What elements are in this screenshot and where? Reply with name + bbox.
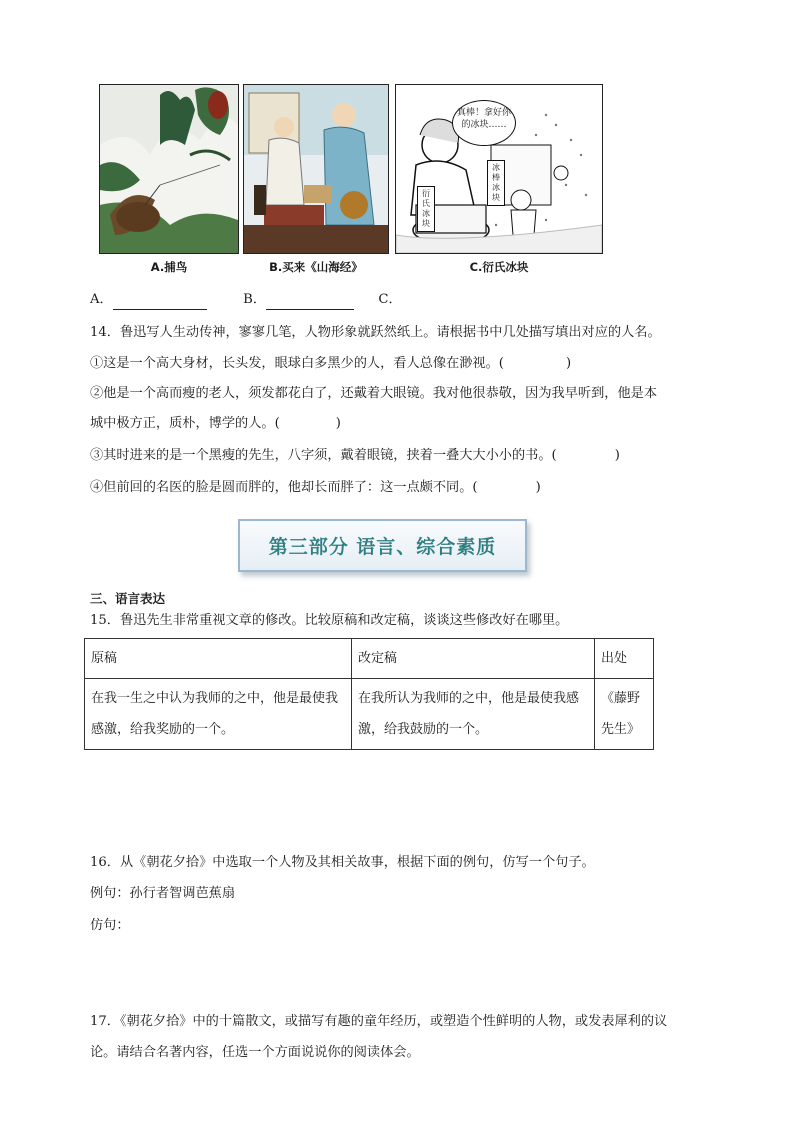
section-title: 三、语言表达 bbox=[90, 591, 166, 606]
revision-comparison-table bbox=[84, 638, 654, 750]
illustration-b-buying-book bbox=[243, 84, 389, 254]
q14-item-1 bbox=[90, 354, 571, 374]
table-header-row bbox=[85, 639, 654, 679]
q14-item-2-line-2 bbox=[90, 414, 341, 434]
q13-label-b: B． bbox=[243, 292, 267, 307]
q14-item-4 bbox=[90, 478, 541, 498]
part-three-banner: 第三部分 语言、综合素质 bbox=[238, 519, 527, 572]
q14-item-1-close: ) bbox=[565, 356, 572, 371]
caption-b: B.买来《山海经》 bbox=[269, 260, 363, 274]
q17-line-1: 17．《朝花夕拾》中的十篇散文，或描写有趣的童年经历，或塑造个性鲜明的人物，或发表犀利的议 bbox=[90, 1014, 668, 1029]
sign-right: 冰棒冰块 bbox=[487, 160, 505, 206]
sign-left: 衍氏冰块 bbox=[417, 186, 435, 232]
header-revised: 改定稿 bbox=[352, 639, 595, 679]
q13-blank-b[interactable] bbox=[266, 295, 354, 310]
q14-item-3-close: ) bbox=[614, 448, 620, 463]
bird-catching-drawing bbox=[100, 85, 238, 253]
q16-example: 例句：孙行者智调芭蕉扇 bbox=[90, 886, 236, 901]
speech-bubble: 真棒！拿好你的冰块…… bbox=[452, 100, 516, 146]
q14-prompt: 14．鲁迅写人生动传神，寥寥几笔，人物形象就跃然纸上。请根据书中几处描写填出对应的人名。 bbox=[90, 325, 661, 340]
q13-answer-line bbox=[90, 290, 402, 310]
cell-revised: 在我所认为我师的之中，他是最使我感激，给我鼓励的一个。 bbox=[352, 679, 595, 750]
illustration-a-catching-birds bbox=[99, 84, 239, 254]
q14-item-4-text: ④但前回的名医的脸是圆而胖的，他却长而胖了：这一点颇不同。( bbox=[90, 480, 478, 495]
cell-original: 在我一生之中认为我师的之中，他是最使我感激，给我奖励的一个。 bbox=[85, 679, 352, 750]
caption-a: A.捕鸟 bbox=[150, 260, 188, 274]
q13-label-a: A． bbox=[90, 292, 113, 307]
cell-source: 《藤野先生》 bbox=[595, 679, 654, 750]
q14-item-4-close: ) bbox=[535, 480, 541, 495]
q16-prompt: 16．从《朝花夕拾》中选取一个人物及其相关故事，根据下面的例句，仿写一个句子。 bbox=[90, 855, 595, 870]
q13-label-c: C． bbox=[378, 292, 402, 307]
header-original: 原稿 bbox=[85, 639, 352, 679]
q13-blank-a[interactable] bbox=[113, 295, 207, 310]
caption-c: C.衍氏冰块 bbox=[469, 260, 529, 274]
q14-item-2-line-1: ②他是一个高而瘦的老人，须发都花白了，还戴着大眼镜。我对他很恭敬，因为我早听到，他是本 bbox=[90, 386, 658, 401]
q14-item-1-text: ①这是一个高大身材，长头发，眼球白多黑少的人，看人总像在渺视。( bbox=[90, 356, 504, 371]
q16-imitate-label: 仿句： bbox=[90, 918, 130, 933]
q15-prompt: 15．鲁迅先生非常重视文章的修改。比较原稿和改定稿，谈谈这些修改好在哪里。 bbox=[90, 613, 569, 628]
q14-item-2-text: 城中极方正，质朴，博学的人。( bbox=[90, 416, 280, 431]
q14-item-3 bbox=[90, 446, 620, 466]
q14-item-2-close: ) bbox=[335, 416, 341, 431]
q17-line-2: 论。请结合名著内容，任选一个方面说说你的阅读体会。 bbox=[90, 1045, 420, 1060]
header-source: 出处 bbox=[595, 639, 654, 679]
q14-item-3-text: ③其时进来的是一个黑瘦的先生，八字须，戴着眼镜，挟着一叠大大小小的书。( bbox=[90, 448, 557, 463]
table-row bbox=[85, 679, 654, 750]
buying-book-drawing bbox=[244, 85, 388, 253]
